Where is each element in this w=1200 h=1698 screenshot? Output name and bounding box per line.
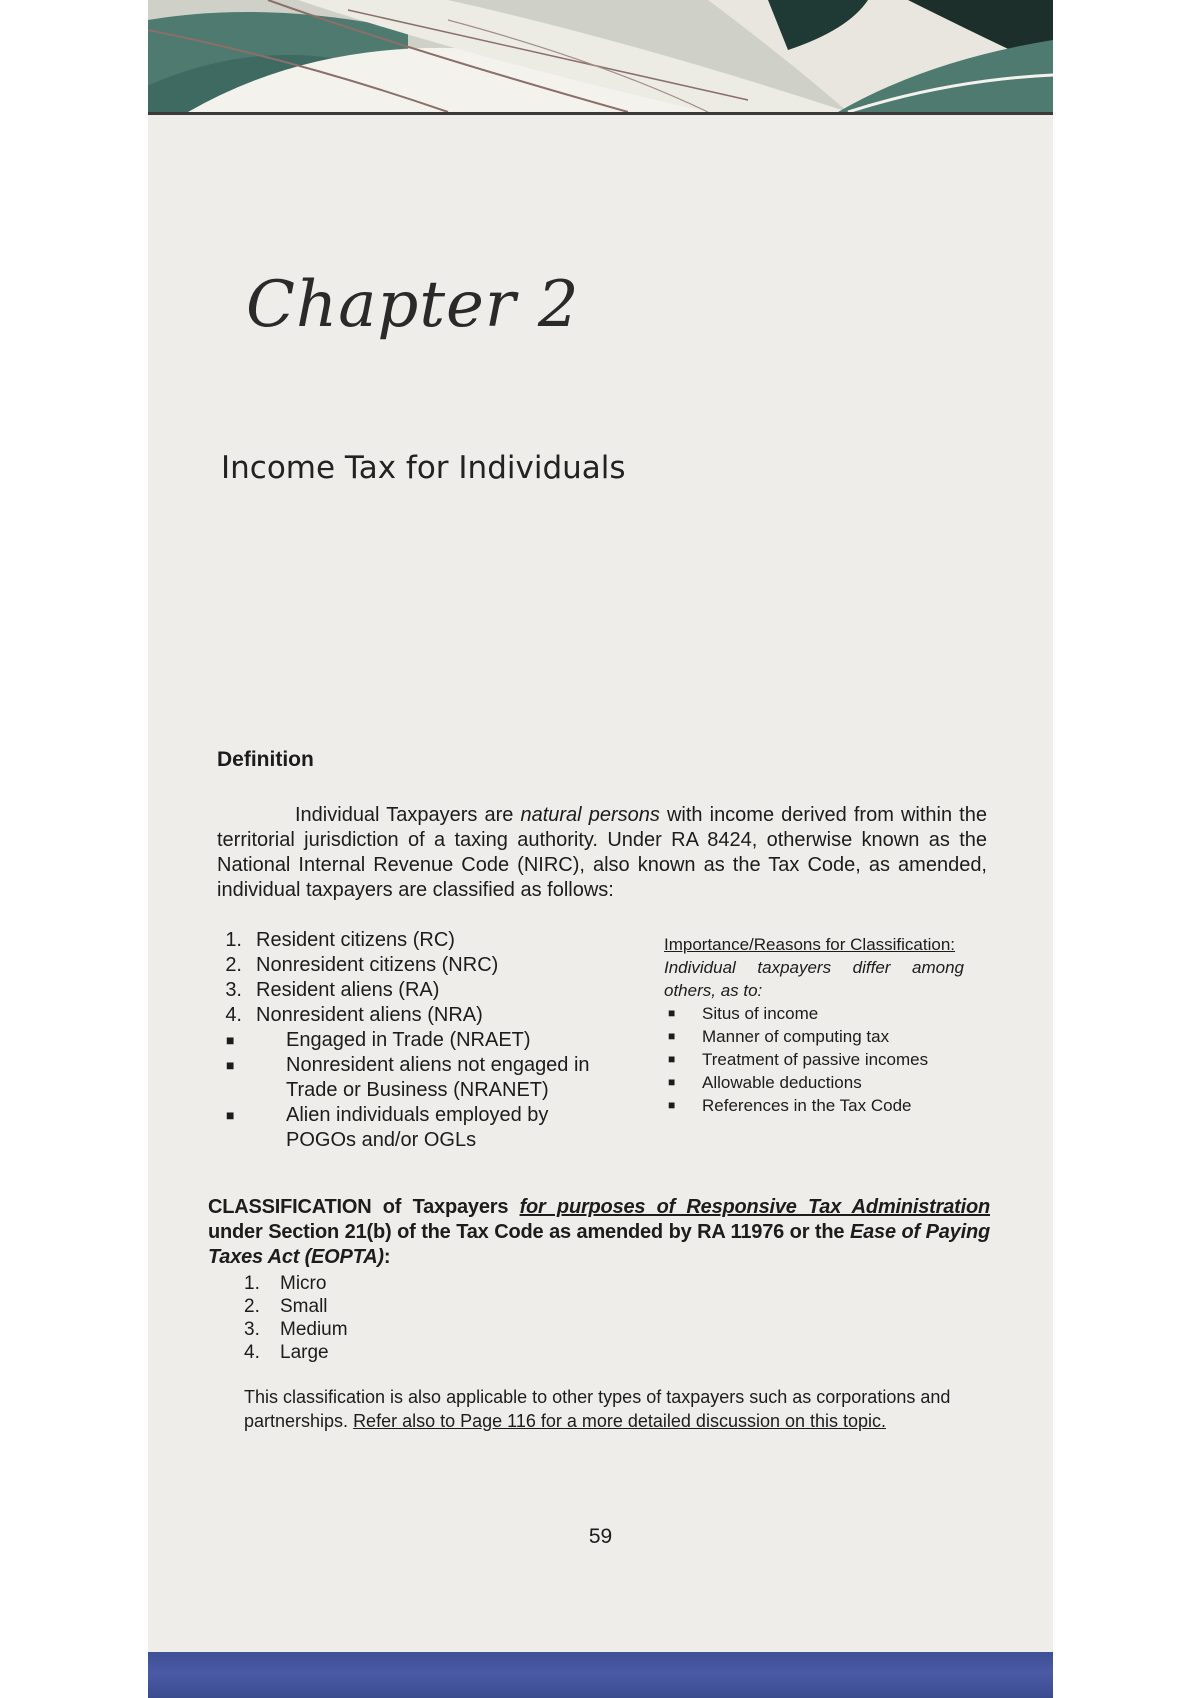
definition-text-end: with income derived from within the territorial jurisdiction of a taxing authority. Under RA 8424, otherwise known as the National Internal Revenue Code (NIRC), also known as the Tax Code, as amended, individual taxpayers are classified as follows: [217, 804, 987, 901]
list-item: ■ Nonresident aliens not engaged in [220, 1053, 640, 1078]
list-item: 1. Resident citizens (RC) [225, 929, 455, 951]
page-number: 59 [588, 1525, 613, 1548]
chapter-heading-text: Chapter 2 [246, 268, 580, 342]
definition-text-italic: natural persons [520, 804, 660, 826]
list-item: ■ Situs of income [664, 1002, 964, 1025]
list-item: ■ Alien individuals employed by [220, 1103, 640, 1128]
list-item: ■ References in the Tax Code [664, 1094, 964, 1117]
list-item: 3. Medium [244, 1319, 348, 1340]
definition-paragraph [217, 803, 987, 903]
list-item: 3. Resident aliens (RA) [225, 979, 440, 1001]
list-item: ■ Engaged in Trade (NRAET) [220, 1028, 640, 1053]
list-item: 4. Nonresident aliens (NRA) [225, 1004, 483, 1026]
chapter-heading [246, 268, 646, 418]
importance-list [664, 1002, 964, 1117]
taxpayer-size-list [244, 1272, 348, 1364]
importance-box [664, 933, 964, 1117]
bullet-icon: ■ [668, 1029, 676, 1043]
importance-intro: Individual taxpayers differ among [664, 958, 964, 977]
eopta-classification-heading: CLASSIFICATION of Taxpayers for purposes of Responsive Tax Administration under Section 21(b) of the Tax Code as amended by RA 11976 or the Ease of Paying Taxes Act (EOPTA): [208, 1196, 990, 1268]
bullet-icon: ■ [226, 1107, 235, 1123]
bullet-icon: ■ [668, 1052, 676, 1066]
list-item: POGOs and/or OGLs [286, 1129, 477, 1151]
list-item: Trade or Business (NRANET) [286, 1079, 549, 1101]
bullet-icon: ■ [226, 1057, 235, 1073]
list-item: ■ Manner of computing tax [664, 1025, 964, 1048]
page-reference-link[interactable]: Refer also to Page 116 for a more detailed discussion on this topic. [353, 1411, 887, 1431]
definition-text-start: Individual Taxpayers are [295, 804, 521, 826]
footer-decoration [148, 1652, 1053, 1698]
bullet-icon: ■ [668, 1075, 676, 1089]
list-item: ■ Treatment of passive incomes [664, 1048, 964, 1071]
bullet-icon: ■ [226, 1032, 235, 1048]
definition-title: Definition [217, 748, 314, 771]
list-item: 1. Micro [244, 1273, 327, 1294]
classification-note: This classification is also applicable to other types of taxpayers such as corporations and partnerships. Refer also to Page 116 for a more detailed discussion on this topic. [244, 1387, 951, 1431]
importance-intro-line2: others, as to: [664, 981, 763, 1000]
list-item: ■ Allowable deductions [664, 1071, 964, 1094]
bullet-icon: ■ [668, 1006, 676, 1020]
chapter-subtitle: Income Tax for Individuals [221, 450, 626, 486]
importance-title: Importance/Reasons for Classification: [664, 935, 956, 954]
list-item: 4. Large [244, 1342, 329, 1363]
list-item: 2. Small [244, 1296, 328, 1317]
leaf-pattern-graphic [148, 0, 1053, 112]
taxpayer-classification-list [220, 928, 640, 1153]
bullet-icon: ■ [668, 1098, 676, 1112]
list-item: 2. Nonresident citizens (NRC) [225, 954, 499, 976]
header-leaf-decoration [148, 0, 1053, 115]
book-page [148, 0, 1053, 1698]
